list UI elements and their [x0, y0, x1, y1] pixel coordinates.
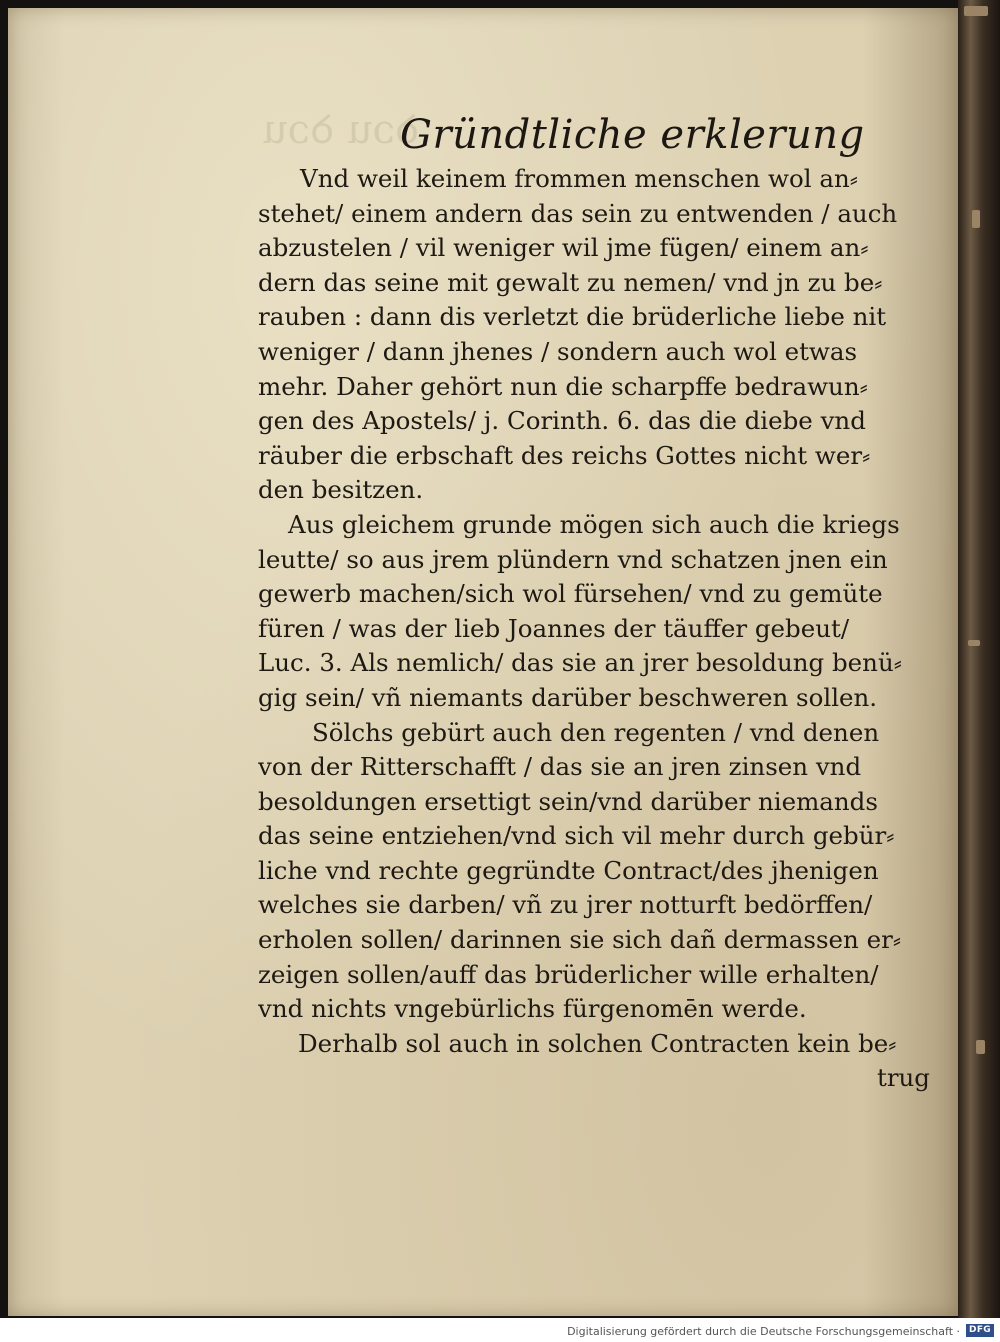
text-line: den besitzen.	[258, 475, 424, 505]
text-line: besoldungen ersettigt sein/vnd darüber niemands	[258, 786, 878, 816]
text-line: Vnd weil keinem frommen menschen wol an⸗	[300, 164, 858, 193]
text-line: Luc. 3. Als nemlich/ das sie an jrer besoldung benü⸗	[258, 648, 902, 678]
funding-credit: Digitalisierung gefördert durch die Deutsche Forschungsgemeinschaft ·	[567, 1325, 960, 1338]
text-line: gig sein/ vñ niemants darüber beschweren sollen.	[258, 682, 878, 712]
text-line: dern das seine mit gewalt zu nemen/ vnd jn zu be⸗	[258, 267, 883, 297]
text-line: Derhalb sol auch in solchen Contracten kein be⸗	[298, 1028, 897, 1058]
text-line: erholen sollen/ darinnen sie sich dañ dermassen er⸗	[258, 925, 901, 955]
text-line: stehet/ einem andern das sein zu entwenden / auch	[258, 198, 898, 228]
text-line: liche vnd rechte gegründte Contract/des jhenigen	[258, 855, 879, 885]
text-line: gen des Apostels/ j. Corinth. 6. das die diebe vnd	[258, 406, 866, 436]
text-line: Aus gleichem grunde mögen sich auch die kriegs	[288, 509, 900, 539]
dfg-logo-icon: DFG	[966, 1324, 994, 1337]
text-line: mehr. Daher gehört nun die scharpffe bedrawun⸗	[258, 371, 868, 401]
binding-edge	[958, 0, 1000, 1318]
show-through-text: ꝺɔu ꝺɔu	[262, 107, 419, 153]
text-line: leutte/ so aus jrem plündern vnd schatzen jnen ein	[258, 544, 888, 574]
page-body-text	[258, 162, 930, 1096]
text-line: Sölchs gebürt auch den regenten / vnd denen	[312, 717, 880, 747]
page-heading: Gründtliche erklerung	[400, 112, 865, 158]
catchword: trug	[876, 1063, 930, 1093]
text-line: vnd nichts vngebürlichs fürgenomēn werde.	[258, 994, 807, 1024]
text-line: füren / was der lieb Joannes der täuffer gebeut/	[258, 613, 850, 643]
text-line: rauben : dann dis verletzt die brüderliche liebe nit	[258, 302, 887, 332]
text-line: räuber die erbschaft des reichs Gottes nicht wer⸗	[258, 440, 871, 470]
text-line: weniger / dann jhenes / sondern auch wol etwas	[258, 336, 858, 366]
text-line: von der Ritterschafft / das sie an jren zinsen vnd	[258, 752, 862, 782]
text-line: das seine entziehen/vnd sich vil mehr durch gebür⸗	[258, 821, 895, 851]
text-line: abzustelen / vil weniger wil jme fügen/ einem an⸗	[258, 233, 869, 263]
text-line: welches sie darben/ vñ zu jrer notturft bedörffen/	[258, 890, 873, 920]
text-line: gewerb machen/sich wol fürsehen/ vnd zu gemüte	[258, 579, 883, 609]
text-line: zeigen sollen/auff das brüderlicher wille erhalten/	[258, 959, 879, 989]
